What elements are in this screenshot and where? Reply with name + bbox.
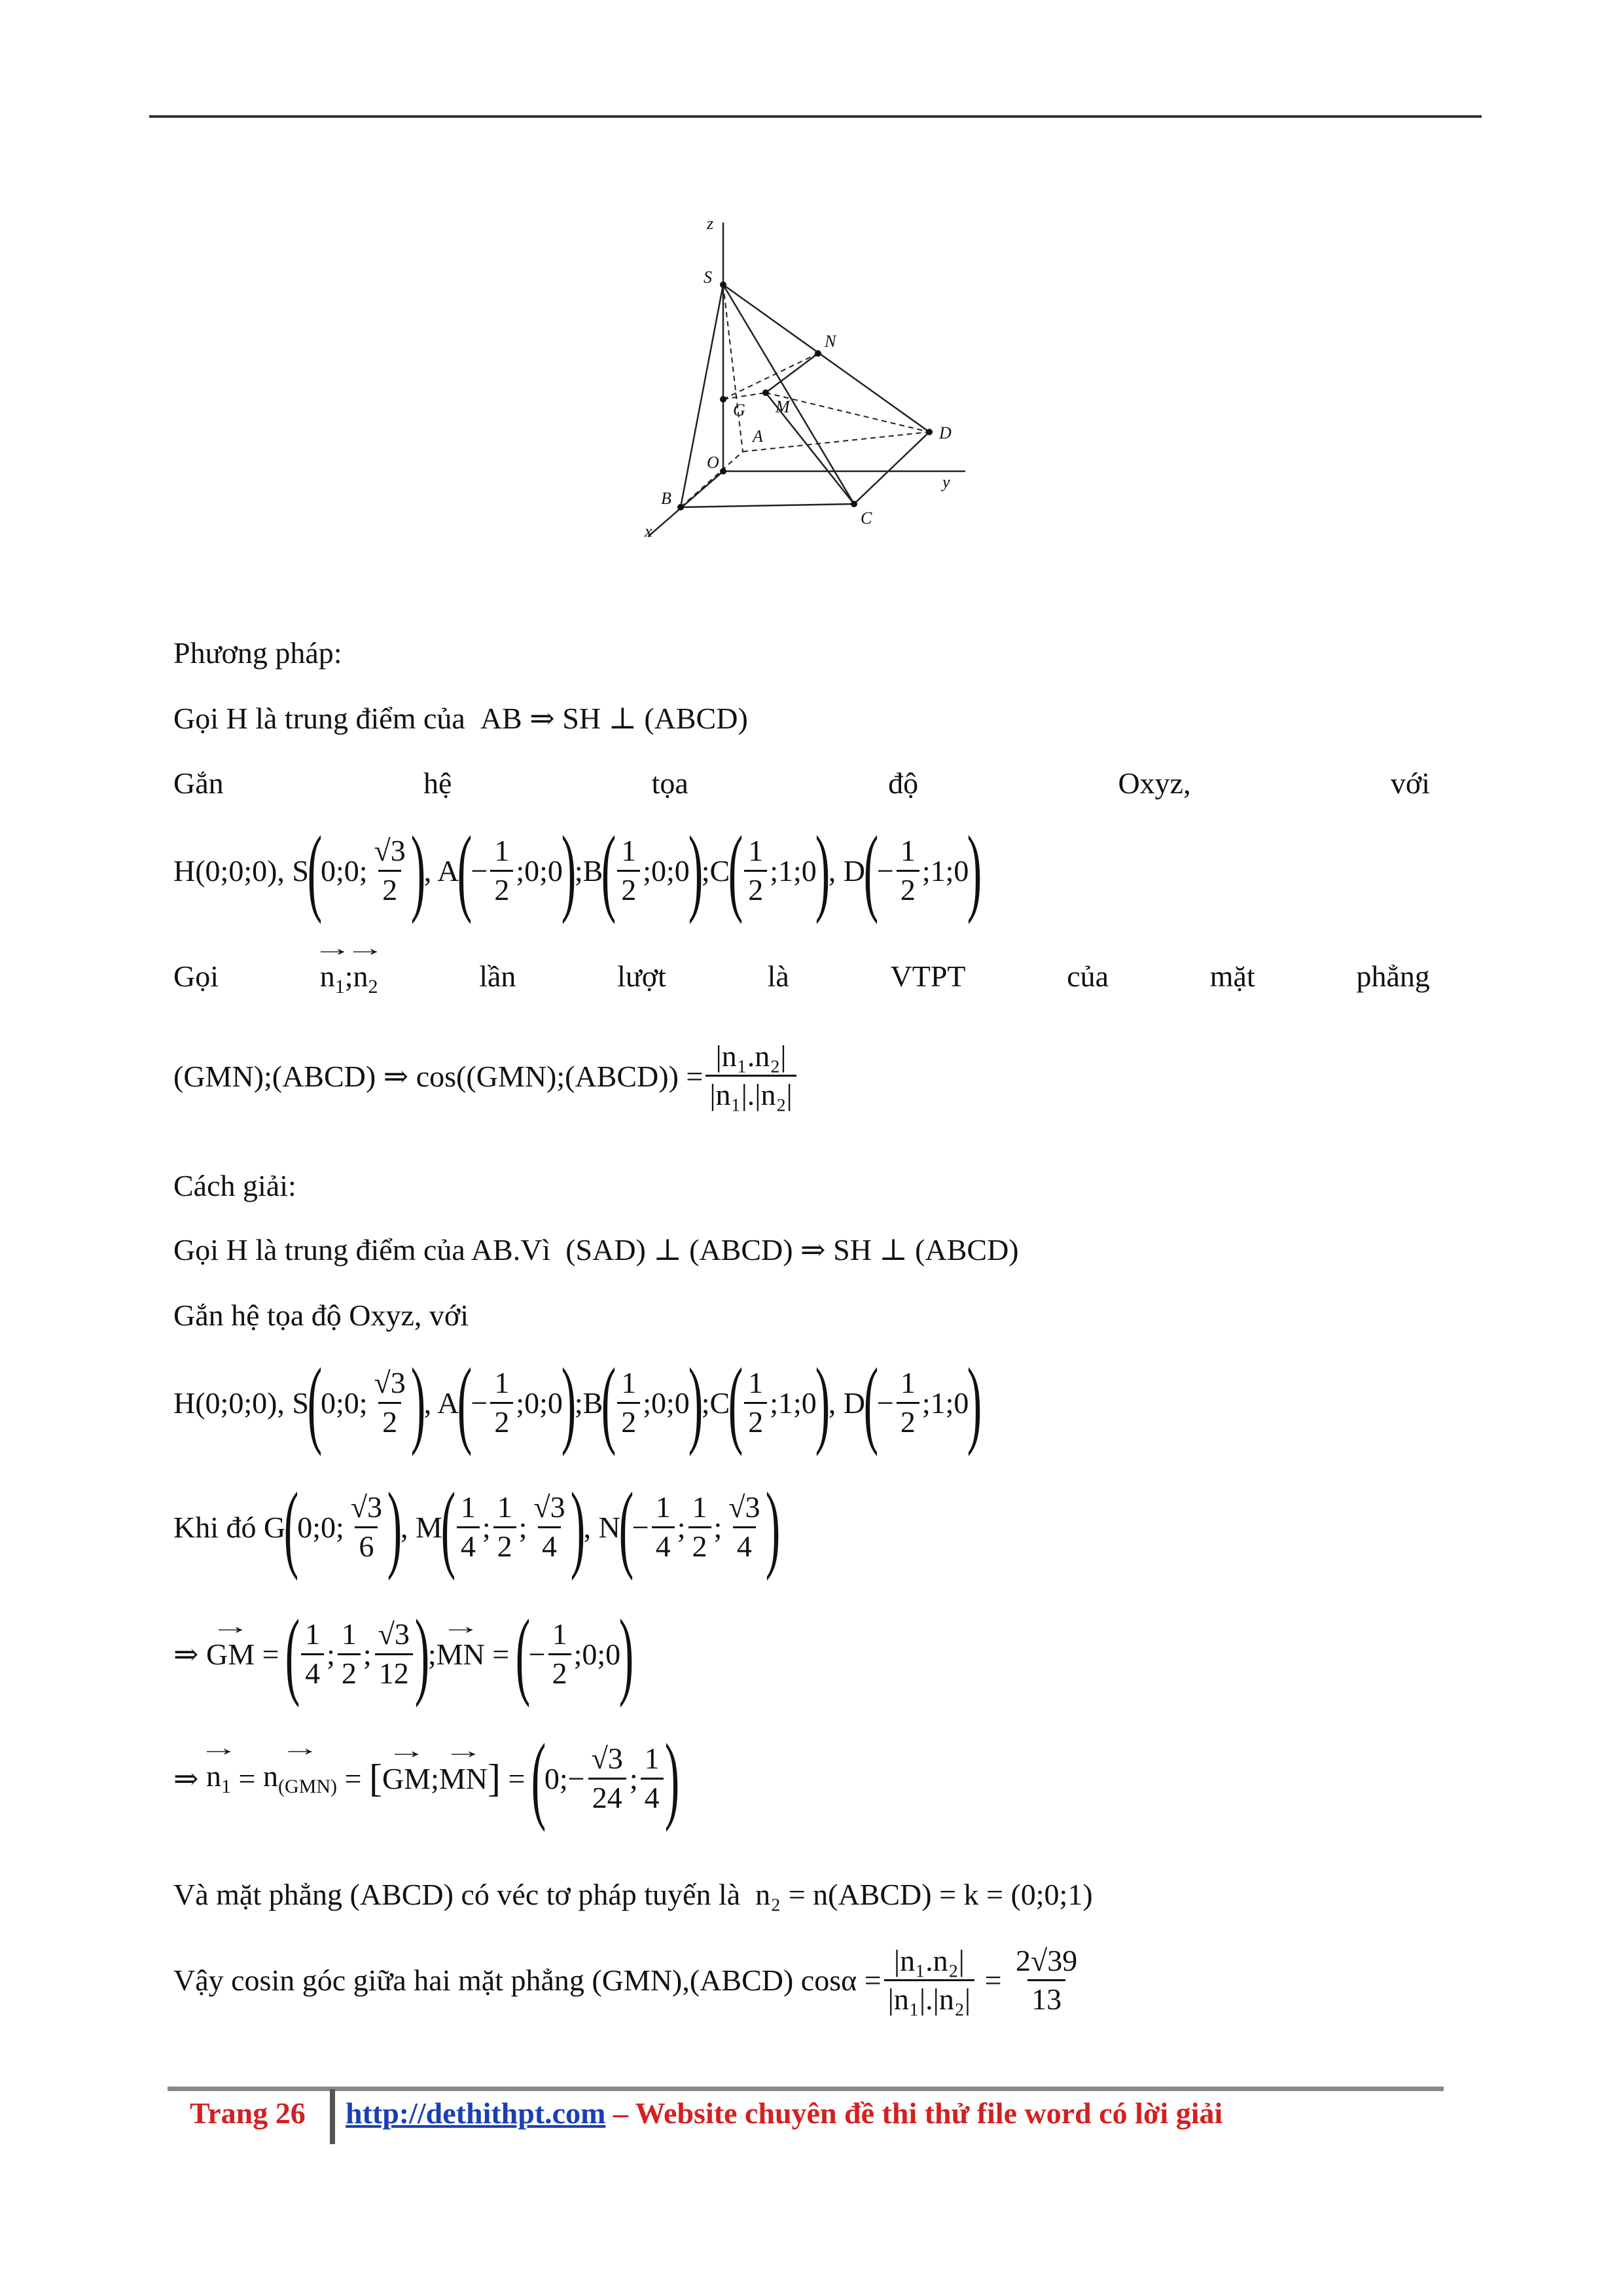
svg-text:x: x — [645, 522, 652, 541]
svg-text:A: A — [753, 427, 763, 446]
pyramid-figure — [641, 209, 995, 550]
gmn-coords: Khi đó G ( 0;0; $\frac{√3}{6}$ ) , M ( $\frac{1}{4}$ ; $\frac{1}{2}$ ; $\frac{√3}{4}$ ) , N ( − $\frac{1}{4}$ ; $\frac{1}{2}$ ; $\frac{√3}{4}$ ) — [173, 1473, 780, 1581]
footer-text: http://dethithpt.com – Website chuyên đề thi thử file word có lời giải — [346, 2096, 1223, 2130]
svg-text:B: B — [661, 489, 671, 508]
coords-line-2: H(0;0;0), S ( 0;0; $\frac{√3}{2}$ ) , A ( − $\frac{1}{2}$ ;0;0 ) ;B ( $\frac{1}{2}$ ;0;0 ) ;C ( $\frac{1}{2}$ ;1;0 ) , D ( − $\frac{1}{2}$ ;1;0 ) — [173, 1348, 982, 1457]
svg-text:C: C — [861, 509, 872, 528]
page-number: Trang 26 — [190, 2096, 306, 2130]
solution-line-2: Gắn hệ tọa độ Oxyz, với — [173, 1299, 469, 1332]
coords-line-1: H(0;0;0), S ( 0;0; $\frac{√3}{2}$ ) , A ( − $\frac{1}{2}$ ;0;0 ) ;B ( $\frac{1}{2}$ ;0;0 ) ;C ( $\frac{1}{2}$ ;1;0 ) , D ( − $\frac{1}{2}$ ;1;0 ) — [173, 816, 982, 925]
cos-formula: (GMN);(ABCD) ⇒ cos((GMN);(ABCD)) = $\frac{\text{|n₁.n₂|}}{\text{|n₁|.|n₂|}}$ — [173, 1041, 799, 1111]
svg-text:N: N — [825, 332, 836, 351]
solution-heading: Cách giải: — [173, 1169, 296, 1202]
method-line-3: Gọi → $n_1;\to n_2$ lần lượt là VTPT của mặt phẳng — [173, 959, 1430, 998]
method-heading: Phương pháp: — [173, 636, 342, 670]
final-cos: Vậy cosin góc giữa hai mặt phẳng (GMN),(ABCD) cosα = $\frac{\text{|n₁.n₂|}}{\text{|n₁|.|n₂|}}$ = $\frac{2√39}{13}$ — [173, 1944, 1078, 2017]
svg-text:O: O — [707, 453, 719, 472]
math-ab-sh: AB ⇒ SH ⊥ (ABCD) — [480, 702, 748, 735]
header-rule — [149, 115, 1482, 118]
method-line-2: Gắn hệ tọa độ Oxyz, với — [173, 766, 1430, 800]
solution-line-6: Và mặt phẳng (ABCD) có véc tơ pháp tuyến là n₂ = n(ABCD) = k = (0;0;1) — [173, 1878, 1093, 1911]
footer-divider — [330, 2089, 335, 2144]
svg-text:D: D — [939, 423, 952, 442]
svg-text:M: M — [776, 397, 790, 416]
solution-line-1: Gọi H là trung điểm của AB.Vì (SAD) ⊥ (ABCD) ⇒ SH ⊥ (ABCD) — [173, 1233, 1019, 1266]
gm-mn-vectors: ⇒ → GM = ( $\frac{1}{4}$ ; $\frac{1}{2}$ ; $\frac{√3}{12}$ ) ; → MN = ( − $\frac{1}{2}$ ;0;0 ) — [173, 1611, 632, 1696]
svg-text:G: G — [733, 401, 745, 420]
footer-rule — [168, 2087, 1444, 2091]
footer-link[interactable]: http://dethithpt.com — [346, 2096, 606, 2130]
svg-text:S: S — [704, 268, 712, 287]
svg-text:y: y — [942, 473, 950, 492]
method-line-1: Gọi H là trung điểm của AB ⇒ SH ⊥ (ABCD) — [173, 702, 748, 735]
svg-text:z: z — [707, 214, 714, 233]
n1-vector: ⇒ → $n_1$ = → $n_{(GMN)}$ = [ → GM ; → MN ] = ( 0;− $\frac{√3}{24}$ ; $\frac{1}{4}$ ) — [173, 1736, 678, 1821]
